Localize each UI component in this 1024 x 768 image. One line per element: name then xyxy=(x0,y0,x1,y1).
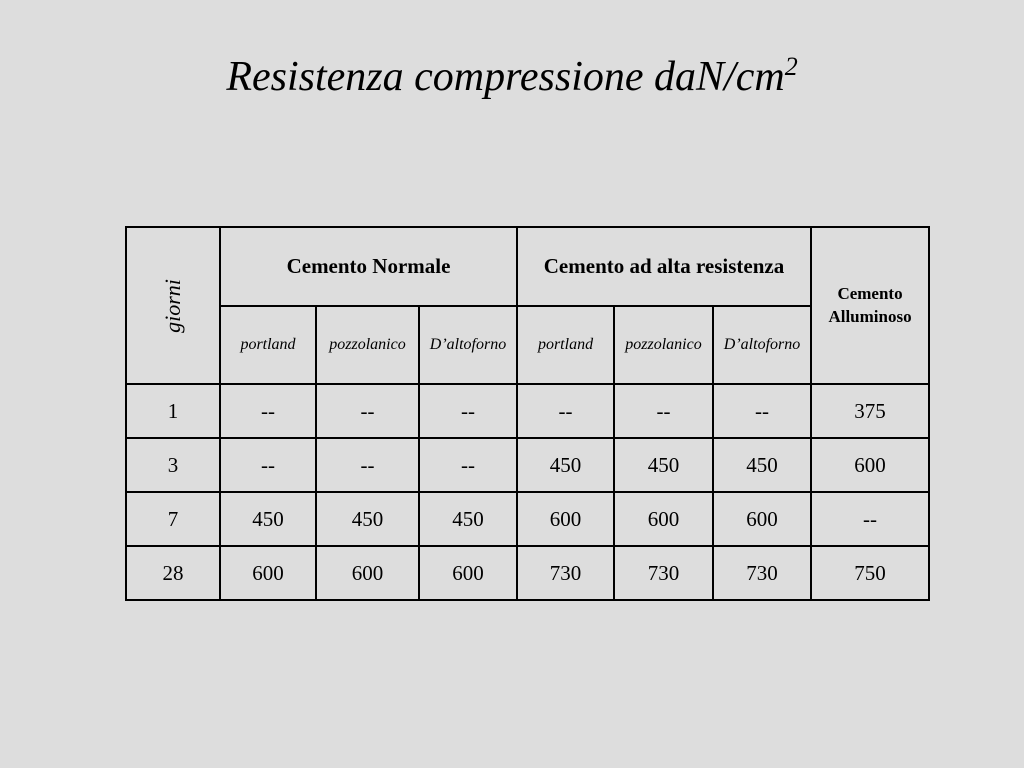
table-row xyxy=(126,546,929,600)
table-cell: 450 xyxy=(517,438,614,492)
header-cemento-alta-resistenza: Cemento ad alta resistenza xyxy=(517,227,811,306)
title-superscript: 2 xyxy=(784,52,798,81)
subheader-normale-pozzolanico: pozzolanico xyxy=(316,306,419,384)
table-cell: 600 xyxy=(419,546,517,600)
table-cell: 450 xyxy=(614,438,713,492)
table-cell: 450 xyxy=(220,492,316,546)
header-giorni-label: giorni xyxy=(159,278,185,333)
header-row-groups xyxy=(126,227,929,306)
table-cell: -- xyxy=(220,384,316,438)
table-cell: -- xyxy=(713,384,811,438)
strength-table xyxy=(125,226,930,601)
title-text: Resistenza compressione daN/cm xyxy=(226,54,785,100)
header-giorni xyxy=(126,227,220,384)
cell-giorni: 1 xyxy=(126,384,220,438)
subheader-normale-altoforno: D’altoforno xyxy=(419,306,517,384)
table-cell: 600 xyxy=(811,438,929,492)
header-row-types xyxy=(126,306,929,384)
table-cell: 600 xyxy=(517,492,614,546)
table-cell: 450 xyxy=(419,492,517,546)
table-cell: -- xyxy=(614,384,713,438)
table-row xyxy=(126,438,929,492)
table-cell: -- xyxy=(811,492,929,546)
subheader-alta-portland: portland xyxy=(517,306,614,384)
table-cell: 600 xyxy=(316,546,419,600)
table-cell: 600 xyxy=(614,492,713,546)
table-cell: -- xyxy=(220,438,316,492)
table-row xyxy=(126,384,929,438)
table-cell: 450 xyxy=(713,438,811,492)
cell-giorni: 7 xyxy=(126,492,220,546)
table-cell: -- xyxy=(517,384,614,438)
table-cell: -- xyxy=(419,438,517,492)
cell-giorni: 28 xyxy=(126,546,220,600)
table-cell: 730 xyxy=(713,546,811,600)
subheader-normale-portland: portland xyxy=(220,306,316,384)
table-cell: -- xyxy=(316,438,419,492)
table-cell: 750 xyxy=(811,546,929,600)
table-cell: -- xyxy=(419,384,517,438)
slide-title xyxy=(0,52,1024,102)
table-cell: 730 xyxy=(517,546,614,600)
cell-giorni: 3 xyxy=(126,438,220,492)
table-cell: -- xyxy=(316,384,419,438)
header-cemento-alluminoso: Cemento Alluminoso xyxy=(811,227,929,384)
table-cell: 375 xyxy=(811,384,929,438)
subheader-alta-pozzolanico: pozzolanico xyxy=(614,306,713,384)
table-cell: 600 xyxy=(220,546,316,600)
table-cell: 600 xyxy=(713,492,811,546)
header-cemento-normale: Cemento Normale xyxy=(220,227,517,306)
table-cell: 730 xyxy=(614,546,713,600)
table-cell: 450 xyxy=(316,492,419,546)
table-row xyxy=(126,492,929,546)
subheader-alta-altoforno: D’altoforno xyxy=(713,306,811,384)
